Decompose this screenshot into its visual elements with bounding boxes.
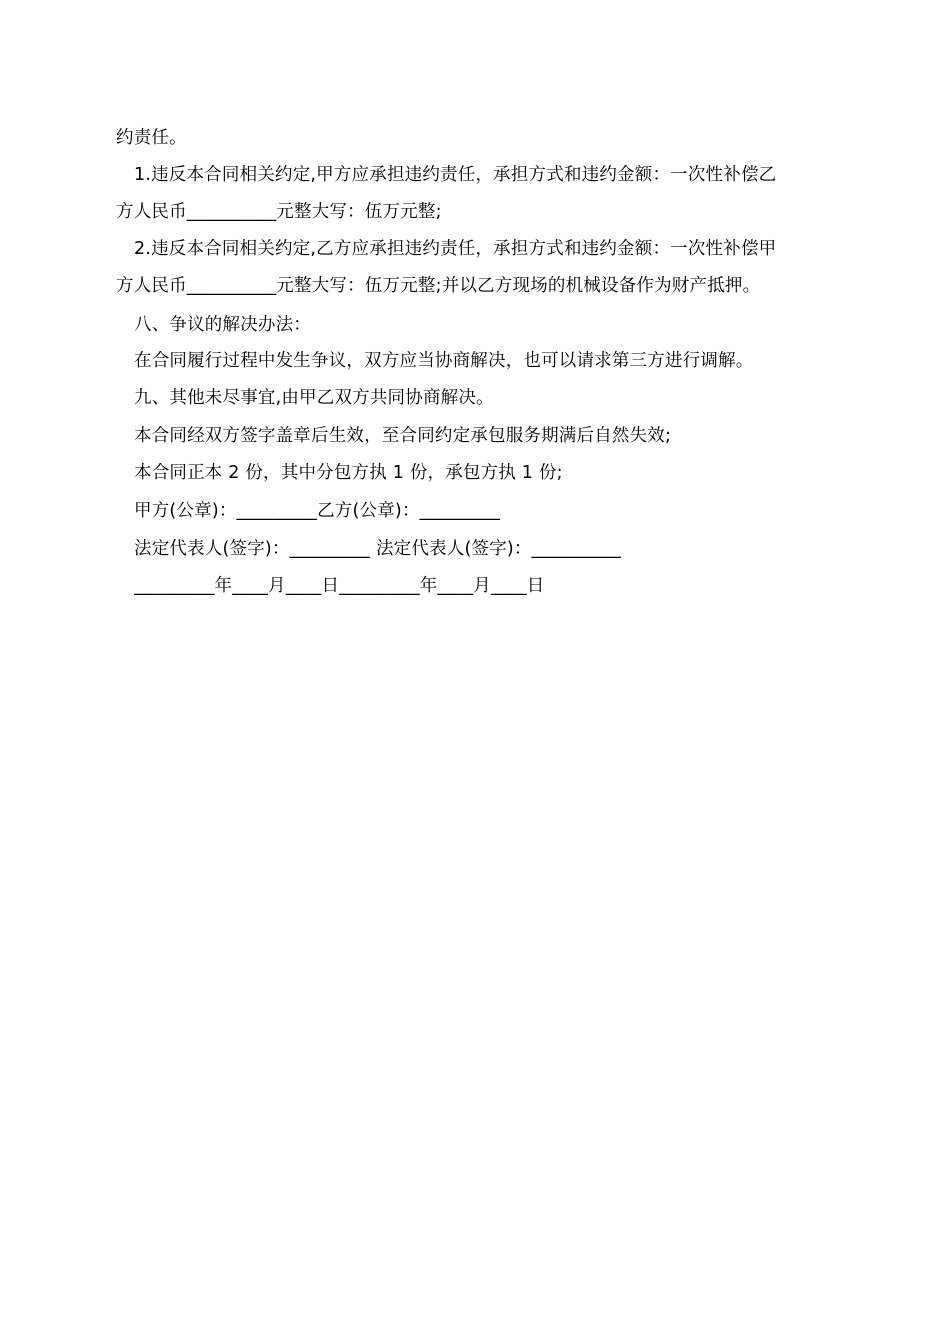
copies-clause: 本合同正本 2 份，其中分包方执 1 份，承包方执 1 份;: [134, 463, 563, 483]
clause-2-line-2: 方人民币__________元整大写：伍万元整;并以乙方现场的机械设备作为财产抵押。: [116, 276, 761, 296]
section-8-body: 在合同履行过程中发生争议，双方应当协商解决，也可以请求第三方进行调解。: [134, 351, 754, 371]
clause-2-line-1: 2.违反本合同相关约定,乙方应承担违约责任，承担方式和违约金额：一次性补偿甲: [134, 239, 777, 259]
effective-clause: 本合同经双方签字盖章后生效，至合同约定承包服务期满后自然失效;: [134, 426, 672, 446]
section-9-heading: 九、其他未尽事宜,由甲乙双方共同协商解决。: [134, 388, 494, 408]
date-line: _________年____月____日_________年____月____日: [134, 576, 545, 596]
clause-1-line-2: 方人民币__________元整大写：伍万元整;: [116, 202, 442, 222]
clause-1-line-1: 1.违反本合同相关约定,甲方应承担违约责任，承担方式和违约金额：一次性补偿乙: [134, 165, 777, 185]
text-line-continuation: 约责任。: [116, 128, 187, 148]
section-8-heading: 八、争议的解决办法：: [134, 315, 311, 335]
seal-line: 甲方(公章)：_________乙方(公章)：_________: [134, 501, 501, 521]
signature-line: 法定代表人(签字)：_________ 法定代表人(签字)：__________: [134, 539, 622, 559]
